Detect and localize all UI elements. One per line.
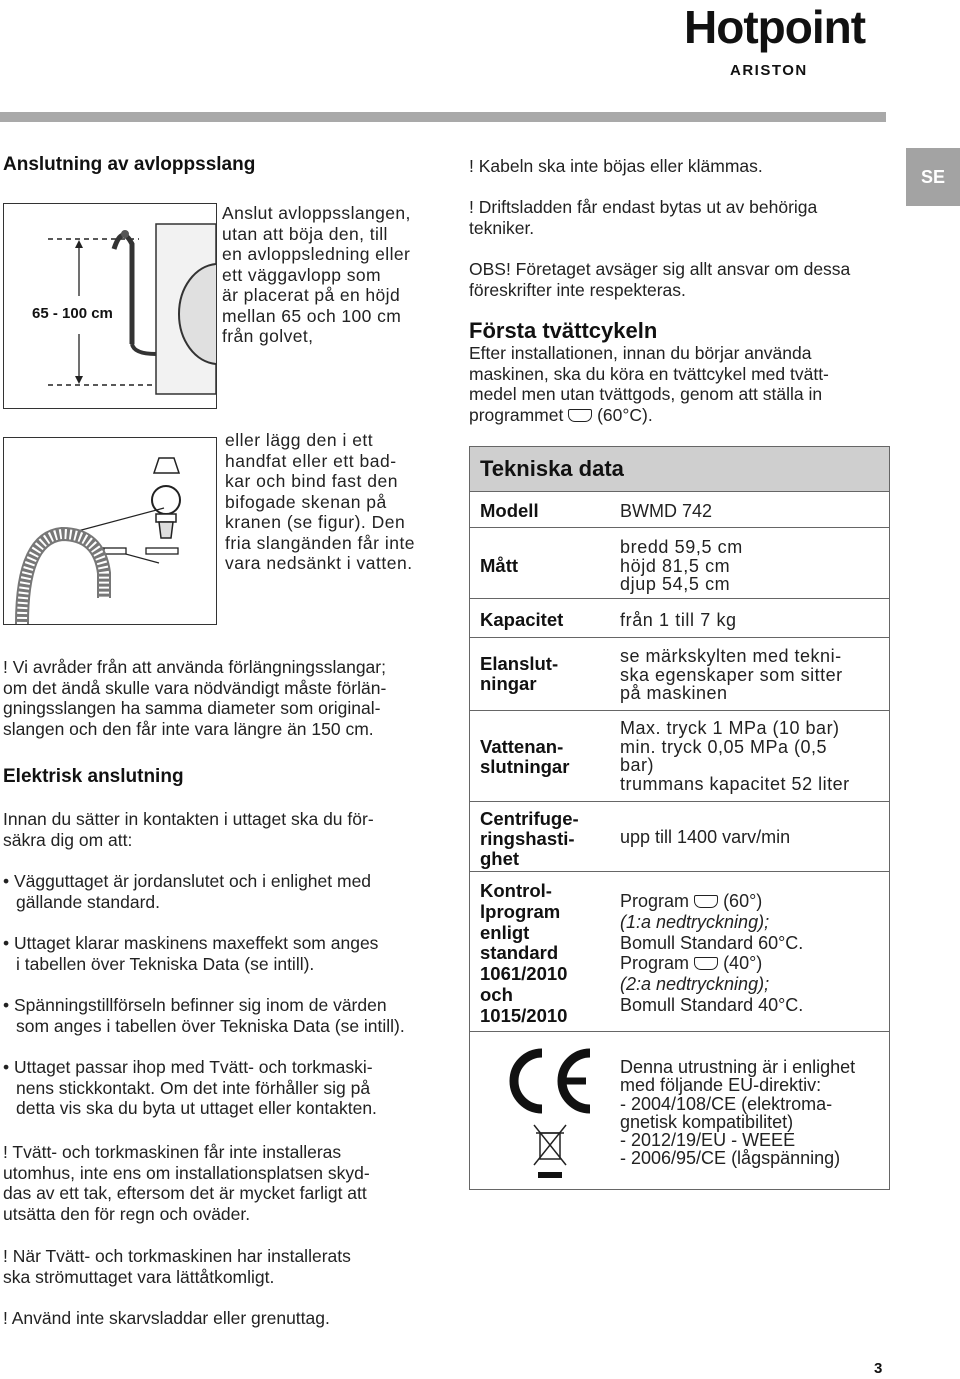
- cord-warning: ! Driftsladden får endast bytas ut av behöriga tekniker.: [469, 197, 818, 238]
- control-program-value: Program (60°) (1:a nedtryckning); Bomull Standard 60°C. Program (40°) (2:a nedtryckning); Bomull Standard 40°C.: [620, 891, 804, 1015]
- cotton-program-icon: [568, 409, 592, 422]
- drain-instructions-2: eller lägg den i ett handfat eller ett bad- kar och bind fast den bifogade skenan på kranen (se figur). Den fria slangänden får inte vara nedsänkt i vatten.: [225, 430, 416, 573]
- obs-note: OBS! Företaget avsäger sig allt ansvar om dessa föreskrifter inte respekteras.: [469, 259, 851, 300]
- height-dimension-label: 65 - 100 cm: [32, 305, 113, 322]
- first-wash-text: Efter installationen, innan du börjar använda maskinen, ska du köra en tvättcykel med tvätt- medel men utan tvättgods, genom att ställa in programmet (60°C).: [469, 343, 829, 425]
- list-item: • Uttaget passar ihop med Tvätt- och torkmaski- nens stickkontakt. Om det inte förhåller sig på detta vis ska du byta ut uttaget eller kontakten.: [3, 1057, 377, 1118]
- weee-bin-icon: [534, 1125, 566, 1178]
- outdoor-warning: ! Tvätt- och torkmaskinen får inte installeras utomhus, inte ens om installationsplatsen skyd- das av ett tak, eftersom det är mycket farligt att utsätta den för regn och oväder.: [3, 1142, 370, 1224]
- first-wash-title: Första tvättcykeln: [469, 318, 658, 343]
- extension-cord-warning: ! Använd inte skarvsladdar eller grenuttag.: [3, 1308, 330, 1328]
- page-number: 3: [874, 1360, 883, 1377]
- dimensions-value: bredd 59,5 cm höjd 81,5 cm djup 54,5 cm: [620, 537, 743, 594]
- access-warning: ! När Tvätt- och torkmaskinen har installerats ska strömuttaget vara lättåtkomligt.: [3, 1246, 351, 1287]
- drain-section-title: Anslutning av avloppsslang: [3, 154, 256, 175]
- ce-mark-icon: [498, 1047, 598, 1187]
- electric-intro: Innan du sätter in kontakten i uttaget ska du för- säkra dig om att:: [3, 809, 374, 850]
- language-tab: SE: [906, 148, 960, 206]
- list-item: • Spänningstillförseln befinner sig inom de värden som anges i tabellen över Tekniska Data (se intill).: [3, 995, 405, 1036]
- control-program-label: Kontrol- lprogram enligt standard 1061/2010 och 1015/2010: [480, 880, 568, 1026]
- drain-instructions-1: Anslut avloppsslangen, utan att böja den, till en avloppsledning eller ett väggavlopp som är placerat på en höjd mellan 65 och 100 cm från golvet,: [222, 203, 411, 346]
- tech-data-table: [469, 446, 890, 1190]
- model-label: Modell: [480, 500, 539, 521]
- eu-directive-value: Denna utrustning är i enlighet med följande EU-direktiv: - 2004/108/CE (elektroma- gnetisk kompatibilitet) - 2012/19/EU - WEEE - 2006/95/CE (lågspänning): [620, 1057, 856, 1169]
- spin-speed-value: upp till 1400 varv/min: [620, 827, 791, 847]
- electric-section-title: Elektrisk anslutning: [3, 766, 184, 787]
- water-label: Vattenan- slutningar: [480, 736, 570, 777]
- list-item: • Vägguttaget är jordanslutet och i enlighet med gällande standard.: [3, 871, 372, 912]
- water-value: Max. tryck 1 MPa (10 bar) min. tryck 0,05 MPa (0,5 bar) trummans kapacitet 52 liter: [620, 718, 850, 794]
- header-divider: [0, 112, 886, 122]
- tech-data-header: [470, 447, 889, 492]
- sub-brand-logo: ARISTON: [730, 62, 808, 79]
- capacity-value: från 1 till 7 kg: [620, 610, 737, 630]
- extension-hose-warning: ! Vi avråder från att använda förlängningsslangar; om det ändå skulle vara nödvändigt måste förlän- gningsslangen ha samma diameter som original- slangen och den får inte vara längre än 150 cm.: [3, 657, 387, 739]
- brand-logo: Hotpoint: [684, 1, 866, 53]
- sink-faucet-illustration: [4, 438, 216, 624]
- dimensions-label: Mått: [480, 555, 519, 576]
- tech-data-title: Tekniska data: [480, 456, 624, 481]
- list-item: • Uttaget klarar maskinens maxeffekt som anges i tabellen över Tekniska Data (se intill).: [3, 933, 379, 974]
- model-value: BWMD 742: [620, 501, 713, 521]
- electrical-label: Elanslut- ningar: [480, 653, 559, 694]
- electrical-value: se märkskylten med tekni- ska egenskaper som sitter på maskinen: [620, 646, 843, 703]
- cotton-program-icon: [694, 895, 718, 908]
- cable-warning: ! Kabeln ska inte böjas eller klämmas.: [469, 156, 763, 176]
- ce-mark: [498, 1047, 598, 1192]
- drain-sink-figure: [3, 437, 217, 625]
- cotton-program-icon: [694, 957, 718, 970]
- spin-speed-label: Centrifuge- ringshasti- ghet: [480, 808, 579, 869]
- capacity-label: Kapacitet: [480, 609, 564, 630]
